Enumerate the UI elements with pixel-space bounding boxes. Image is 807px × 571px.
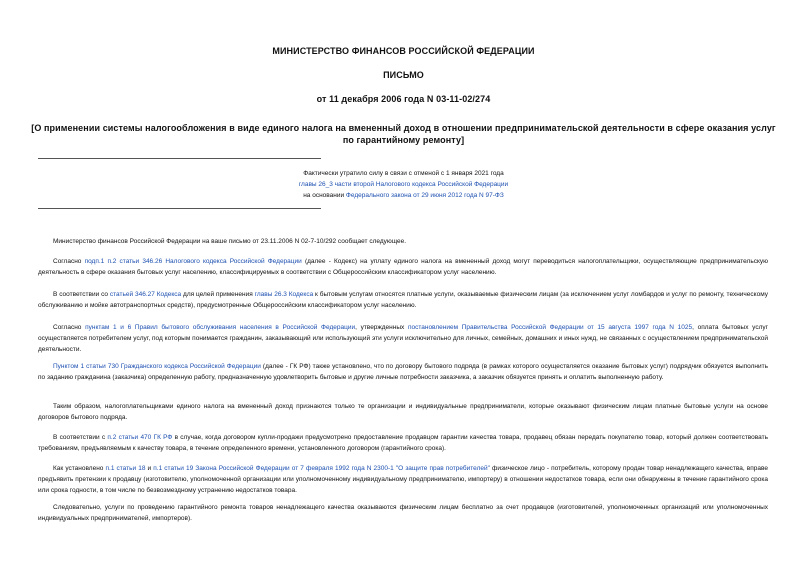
paragraph-6: Таким образом, налогоплательщиками единого налога на вмененный доход признаются только те организации и индивидуальные предприниматели, которые оказывают физическим лицам платные бытовые услуги на основе договоров бытового подряда. (38, 403, 768, 421)
paragraph-9: Следовательно, услуги по проведению гарантийного ремонта товаров ненадлежащего качества оказываются физическим лицам бесплатно за счет продавцов (изготовителей, уполномоченных организаций или уполномоченных индивидуальных предпринимателей, импортеров). (38, 504, 768, 522)
status-notice-line1: Фактически утратило силу в связи с отменой с 1 января 2021 года (303, 170, 504, 177)
p5-text-a: (далее - ГК РФ) также установлено, что по договору бытового подряда (в рамках которого осуществляется оказание бытовых услуг) подрядчик обязуется выполнить по заданию гражданина (заказчика) определенную работу, предназначенную удовлетворить бытовые и другие личные потребности заказчика, а заказчик обязуется принять и оплатить выполненную работу. (38, 363, 769, 381)
p4-text-b: , утвержденных (355, 324, 408, 331)
link-consumer-law[interactable]: п.1 статьи 19 Закона Российской Федерации от 7 февраля 1992 года N 2300-1 "О защите прав потребителей" (153, 465, 490, 472)
link-article-18[interactable]: п.1 статьи 18 (105, 465, 146, 472)
p8-text-a: Как установлено (53, 465, 106, 472)
p8-text-c: физическое лицо - потребитель, которому продан товар ненадлежащего качества, вправе предъявить претензии к продавцу (изготовителю, уполномоченной организации или уполномоченному индивидуальному предпринимателю, импортеру) в отношении недостатков товара, если они обнаружены в течение гарантийного срока или срока годности, в том числе по безвозмездному устранению недостатков товара. (38, 465, 768, 494)
p4-text-a: Согласно (53, 324, 86, 331)
paragraph-1: Министерство финансов Российской Федерации на ваше письмо от 23.11.2006 N 02-7-10/292 сообщает следующее. (53, 238, 407, 245)
p3-text-a: В соответствии со (53, 291, 110, 298)
ministry-heading: МИНИСТЕРСТВО ФИНАНСОВ РОССИЙСКОЙ ФЕДЕРАЦИИ (272, 46, 535, 56)
p7-text-a: В соответствии с (53, 434, 108, 441)
p2-text-b: (далее - Кодекс) на уплату единого налога на вмененный доход могут переводиться налогоплательщики, осуществляющие предпринимательскую деятельность в сфере оказания бытовых услуг населению, классифицируемых в соответствии с Общероссийским классификатором услуг населению. (38, 258, 768, 276)
document-title: [О применении системы налогообложения в виде единого налога на вмененный доход в отношении предпринимательской деятельности в сфере оказания услуг по гарантийному ремонту] (31, 123, 776, 145)
status-notice-line2 (0, 179, 807, 190)
notice-link-chapter[interactable]: главы 26_3 части второй Налогового кодекса Российской Федерации (298, 181, 509, 188)
divider-bottom (38, 208, 321, 209)
paragraph-5 (38, 361, 768, 383)
document-date: от 11 декабря 2006 года N 03-11-02/274 (316, 94, 491, 104)
link-civil-code-470[interactable]: п.2 статьи 470 ГК РФ (107, 434, 173, 441)
document-type: ПИСЬМО (383, 70, 424, 80)
p3-text-c: к бытовым услугам относятся платные услуги, оказываемые физическим лицам (за исключением услуг ломбардов и услуг по ремонту, техническому обслуживанию и мойке автотранспортных средств), предусмотренные Общероссийским классификатором услуг населению. (38, 291, 768, 309)
divider-top (38, 158, 321, 159)
paragraph-4 (38, 322, 768, 355)
link-tax-code-346-26[interactable]: подп.1 п.2 статьи 346.26 Налогового кодекса Российской Федерации (84, 258, 302, 265)
link-article-346-27[interactable]: статьей 346.27 Кодекса (109, 291, 182, 298)
p7-text-b: в случае, когда договором купли-продажи предусмотрено предоставление продавцом гарантии качества товара, продавец обязан передать покупателю товар, который должен соответствовать требованиям, предъявляемым к качеству товара, в течение определенного времени, установленного договором (гарантийного срока). (38, 434, 769, 452)
link-civil-code-730[interactable]: Пунктом 1 статьи 730 Гражданского кодекса Российской Федерации (53, 363, 261, 370)
paragraph-2 (38, 256, 768, 278)
link-government-decree[interactable]: постановлением Правительства Российской Федерации от 15 августа 1997 года N 1025 (407, 324, 693, 331)
paragraph-7 (38, 432, 768, 454)
p3-text-b: для целей применения (181, 291, 255, 298)
paragraph-8 (38, 463, 768, 496)
paragraph-3 (38, 289, 768, 311)
notice-line3-text: на основании (303, 192, 346, 199)
status-notice-line3 (0, 190, 807, 201)
p8-text-b: и (145, 465, 154, 472)
p4-text-c: , оплата бытовых услуг осуществляется потребителем услуг, под которым понимается гражданин, заказывающий или использующий эти услуги исключительно для личных, семейных, домашних и иных нужд, не связанных с осуществлением предпринимательской деятельности. (38, 324, 768, 353)
p2-text-a: Согласно (53, 258, 85, 265)
link-service-rules[interactable]: пунктам 1 и 6 Правил бытового обслуживания населения в Российской Федерации (85, 324, 356, 331)
link-chapter-26-3[interactable]: главы 26.3 Кодекса (254, 291, 314, 298)
notice-link-federal-law[interactable]: Федерального закона от 29 июня 2012 года N 97-ФЗ (345, 192, 504, 199)
